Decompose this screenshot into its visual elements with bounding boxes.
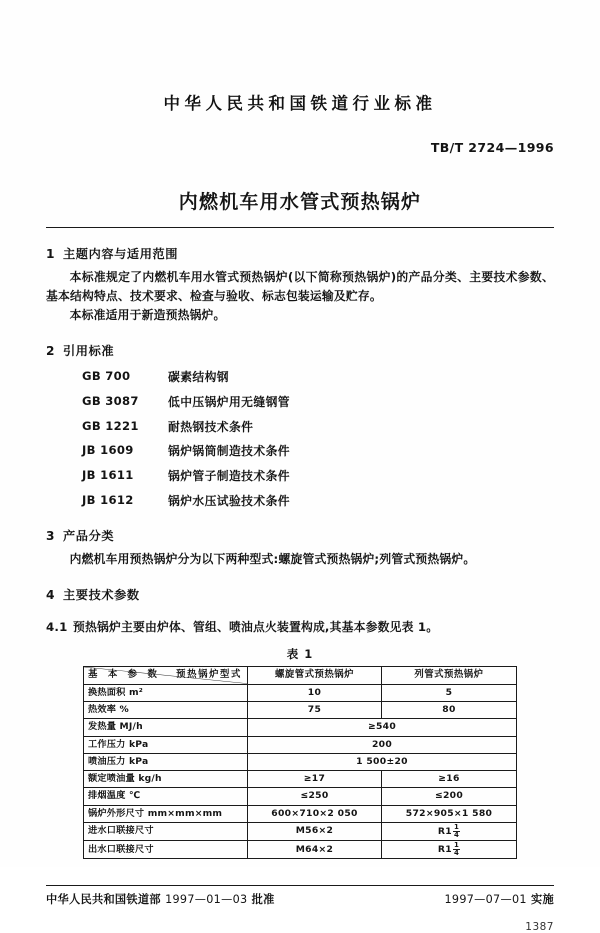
cell-merged: ≥540 — [248, 719, 517, 736]
list-item — [46, 467, 554, 485]
document-header — [0, 0, 600, 114]
list-item — [46, 442, 554, 460]
reference-code: JB 1611 — [82, 468, 134, 483]
fraction-numerator: 1 — [453, 841, 460, 850]
reference-title: 锅炉管子制造技术条件 — [168, 469, 290, 484]
cell-tubular: 572×905×1 580 — [382, 805, 517, 822]
reference-title: 锅炉锅筒制造技术条件 — [168, 444, 290, 459]
row-label: 排烟温度 ℃ — [84, 788, 248, 805]
footer-issuer: 中华人民共和国铁道部 — [46, 893, 161, 907]
table-row — [84, 736, 517, 753]
table-row — [84, 788, 517, 805]
list-item — [46, 492, 554, 510]
cell-tubular: 80 — [382, 702, 517, 719]
cell-tubular: ≤200 — [382, 788, 517, 805]
section-title-1: 主题内容与适用范围 — [63, 247, 179, 261]
subsection-text-4-1: 预热锅炉主要由炉体、管组、喷油点火装置构成,其基本参数见表 1。 — [73, 620, 439, 635]
row-label: 额定喷油量 kg/h — [84, 771, 248, 788]
footer-implementation — [444, 891, 554, 907]
cell-tubular-text: R1 — [437, 844, 452, 856]
national-standard-title: 中华人民共和国铁道行业标准 — [163, 94, 437, 113]
cell-merged: 1 500±20 — [248, 753, 517, 770]
table-row — [84, 841, 517, 859]
section-3-paragraph-1: 内燃机车用预热锅炉分为以下两种型式:螺旋管式预热锅炉;列管式预热锅炉。 — [69, 552, 476, 567]
reference-code: GB 1221 — [82, 418, 139, 433]
document-footer — [46, 891, 554, 907]
parameters-table — [83, 666, 517, 859]
row-label: 锅炉外形尺寸 mm×mm×mm — [84, 805, 248, 822]
table-corner-cell — [84, 667, 248, 685]
footer-approve-date: 1997—01—03 — [165, 893, 248, 907]
fraction-denominator: 4 — [453, 831, 460, 840]
table-row — [84, 771, 517, 788]
table-row — [84, 822, 517, 840]
document-body — [46, 245, 554, 859]
footer-approve-word: 批准 — [251, 893, 275, 907]
reference-title: 低中压锅炉用无缝钢管 — [168, 394, 290, 409]
reference-title: 碳素结构钢 — [168, 370, 229, 385]
cell-tubular-text: R1 — [437, 825, 452, 837]
reference-title: 耐热钢技术条件 — [168, 419, 254, 434]
section-heading-2 — [46, 342, 554, 361]
corner-label-type: 预热锅炉型式 — [176, 669, 242, 681]
footer-implement-date: 1997—07—01 — [444, 893, 527, 907]
subsection-4-1 — [46, 618, 554, 636]
footer-implement-word: 实施 — [531, 893, 554, 907]
row-label: 发热量 MJ/h — [84, 719, 248, 736]
table-row — [84, 684, 517, 701]
standard-number: TB/T 2724—1996 — [430, 140, 554, 155]
cell-merged: 200 — [248, 736, 517, 753]
cell-tubular — [382, 822, 517, 840]
cell-spiral: ≥17 — [248, 771, 382, 788]
footer-divider — [46, 885, 554, 886]
cell-spiral: 10 — [248, 684, 382, 701]
footer-approval — [46, 891, 275, 907]
title-divider — [46, 227, 554, 228]
row-label: 出水口联接尺寸 — [84, 841, 248, 859]
fraction-denominator: 4 — [453, 849, 460, 858]
page-title: 内燃机车用水管式预热锅炉 — [178, 191, 422, 213]
cell-spiral: 75 — [248, 702, 382, 719]
cell-spiral: 600×710×2 050 — [248, 805, 382, 822]
section-heading-4 — [46, 586, 554, 605]
table-caption: 表 1 — [286, 646, 314, 661]
column-header-tubular: 列管式预热锅炉 — [382, 667, 517, 685]
section-1-paragraph-2: 本标准适用于新造预热锅炉。 — [69, 308, 226, 323]
section-number-4: 4 — [46, 588, 56, 603]
row-label: 进水口联接尺寸 — [84, 822, 248, 840]
table-header-row — [84, 667, 517, 685]
cell-spiral: M64×2 — [248, 841, 382, 859]
row-label: 喷油压力 kPa — [84, 753, 248, 770]
section-title-4: 主要技术参数 — [63, 588, 140, 603]
row-label: 工作压力 kPa — [84, 736, 248, 753]
referenced-standards-list — [46, 368, 554, 510]
reference-code: GB 700 — [82, 369, 131, 384]
reference-code: JB 1612 — [82, 493, 134, 508]
list-item — [46, 393, 554, 411]
table-row — [84, 719, 517, 736]
cell-tubular: ≥16 — [382, 771, 517, 788]
cell-spiral: M56×2 — [248, 822, 382, 840]
column-header-spiral: 螺旋管式预热锅炉 — [248, 667, 382, 685]
table-row — [84, 702, 517, 719]
section-heading-3 — [46, 527, 554, 546]
table-row — [84, 753, 517, 770]
fraction-one-quarter — [453, 842, 460, 857]
fraction-one-quarter — [453, 824, 460, 839]
section-1-paragraph-1: 本标准规定了内燃机车用水管式预热锅炉(以下简称预热锅炉)的产品分类、主要技术参数、基本结构特点、技术要求、检查与验收、标志包装运输及贮存。 — [46, 269, 554, 304]
reference-title: 锅炉水压试验技术条件 — [168, 494, 290, 509]
subsection-number-4-1: 4.1 — [46, 620, 68, 635]
section-number-2: 2 — [46, 344, 56, 359]
section-number-1: 1 — [46, 247, 56, 261]
list-item — [46, 418, 554, 436]
cell-tubular: 5 — [382, 684, 517, 701]
cell-tubular — [382, 841, 517, 859]
corner-label-params: 基 本 参 数 — [88, 669, 161, 681]
list-item — [46, 368, 554, 386]
section-title-3: 产品分类 — [63, 529, 115, 544]
row-label: 热效率 % — [84, 702, 248, 719]
row-label: 换热面积 m² — [84, 684, 248, 701]
reference-code: JB 1609 — [82, 443, 134, 458]
reference-code: GB 3087 — [82, 393, 139, 408]
section-number-3: 3 — [46, 529, 56, 544]
page-number: 1387 — [525, 921, 554, 933]
cell-spiral: ≤250 — [248, 788, 382, 805]
table-row — [84, 805, 517, 822]
fraction-numerator: 1 — [453, 822, 460, 831]
section-heading-1 — [46, 245, 554, 264]
section-title-2: 引用标准 — [63, 344, 115, 359]
